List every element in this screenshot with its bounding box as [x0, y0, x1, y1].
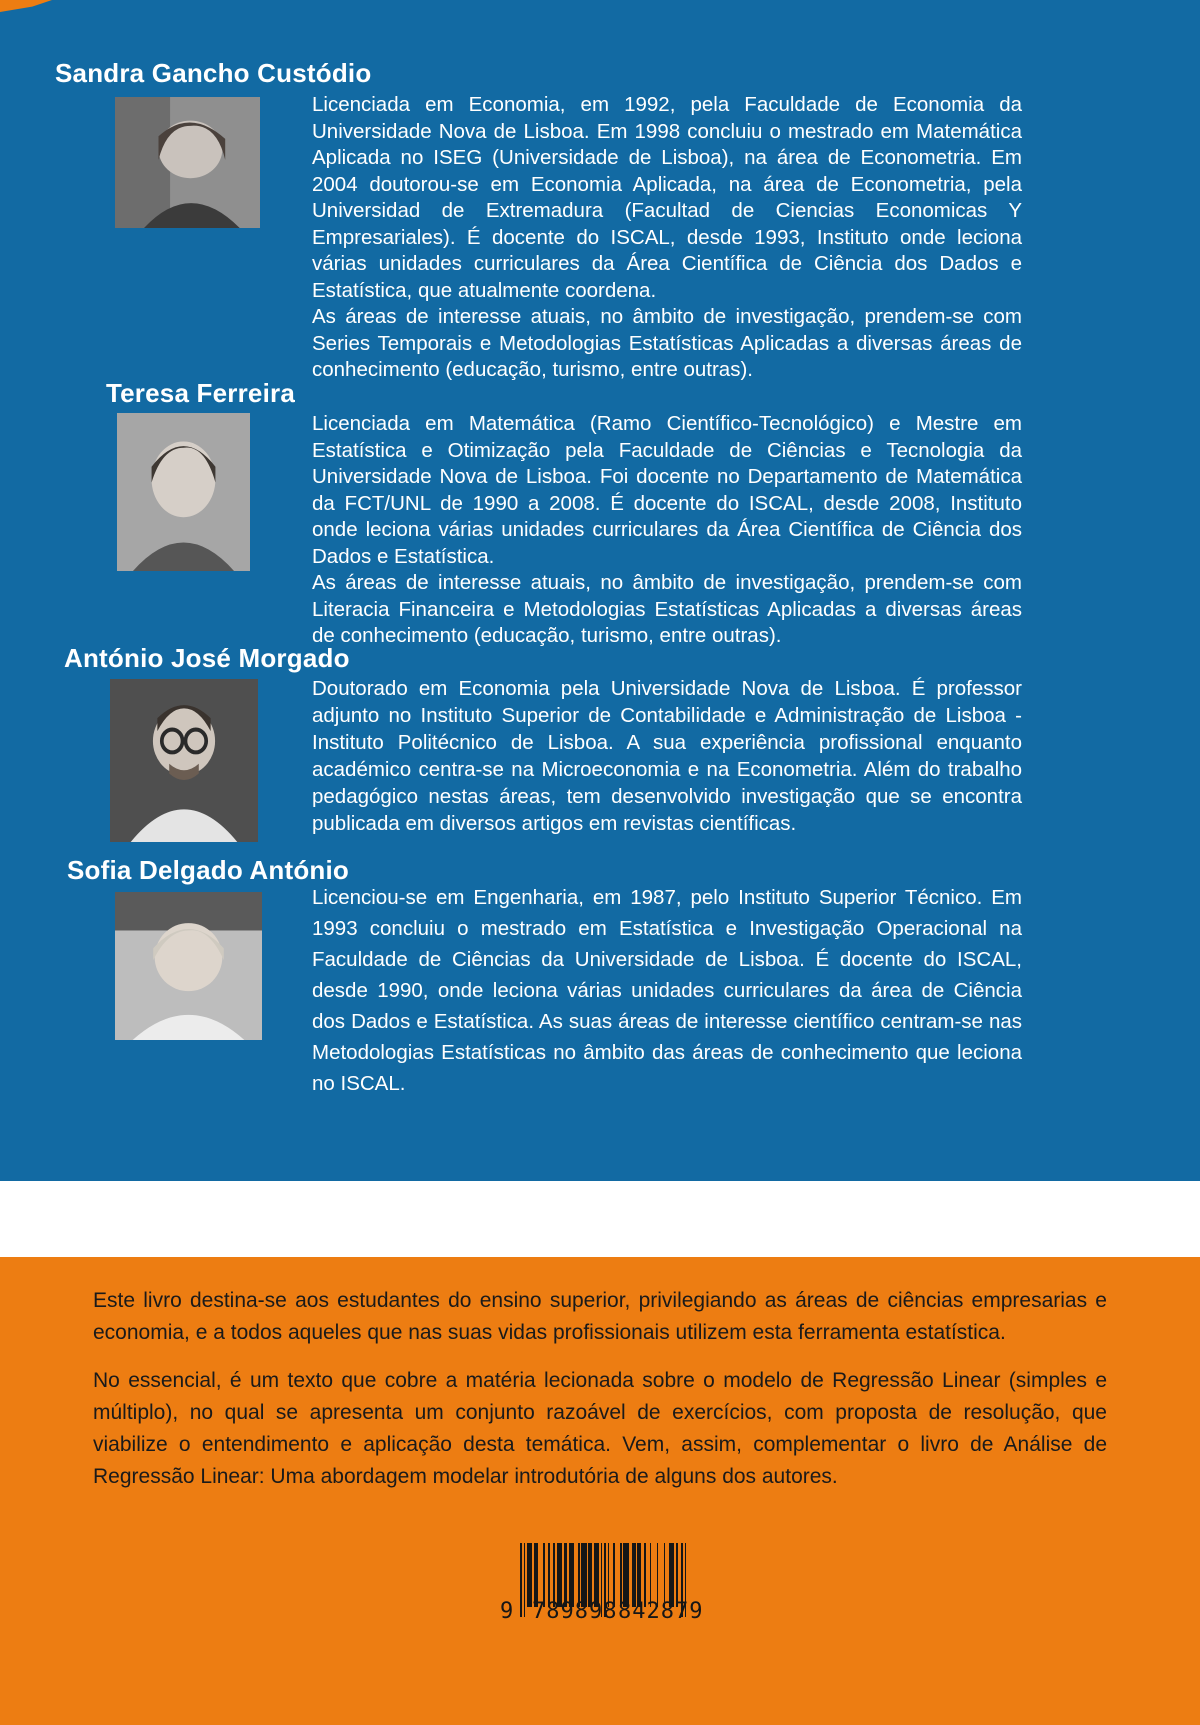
book-summary-section [0, 1257, 1200, 1725]
author-photo-antonio [110, 679, 258, 842]
bio-paragraph: Licenciou-se em Engenharia, em 1987, pelo Instituto Superior Técnico. Em 1993 concluiu o mestrado em Estatística e Investigação Operacional na Faculdade de Ciências da Universidade de Lisboa. É docente do ISCAL, desde 1990, onde leciona várias unidades curriculares da área de Ciência dos Dados e Estatística. As suas áreas de interesse científico centram-se nas Metodologias Estatísticas no âmbito das áreas de conhecimento que leciona no ISCAL. [312, 886, 1022, 1095]
bio-paragraph: As áreas de interesse atuais, no âmbito de investigação, prendem-se com Series Temporais e Metodologias Estatísticas Aplicadas a diversas áreas de conhecimento (educação, turismo, entre outras). [312, 305, 1022, 381]
isbn-digit-group: 789898 [532, 1599, 618, 1624]
isbn-digit-group: 842879 [618, 1599, 704, 1624]
author-photo-sofia [115, 892, 262, 1040]
isbn-digit-group: 9 [500, 1599, 515, 1624]
author-bio-teresa [312, 411, 1022, 650]
summary-paragraph: Este livro destina-se aos estudantes do ensino superior, privilegiando as áreas de ciências empresarias e economia, e a todos aqueles que nas suas vidas profissionais utilizem esta ferramenta estatística. [93, 1289, 1107, 1344]
summary-paragraph: No essencial, é um texto que cobre a matéria lecionada sobre o modelo de Regressão Linear (simples e múltiplo), no qual se apresenta um conjunto razoável de exercícios, com proposta de resolução, que viabilize o entendimento e aplicação desta temática. Vem, assim, complementar o livro de Análise de Regressão Linear: Uma abordagem modelar introdutória de alguns dos autores. [93, 1369, 1107, 1488]
author-name-teresa: Teresa Ferreira [106, 378, 295, 408]
divider-band [0, 1181, 1200, 1257]
author-name-sofia: Sofia Delgado António [67, 855, 349, 885]
author-photo-teresa [117, 413, 250, 571]
isbn-barcode [500, 1543, 704, 1643]
bio-paragraph: Doutorado em Economia pela Universidade Nova de Lisboa. É professor adjunto no Instituto Superior de Contabilidade e Administração de Lisboa - Instituto Politécnico de Lisboa. A sua experiência profissional enquanto académico centra-se na Microeconomia e na Econometria. Além do trabalho pedagógico nestas áreas, tem desenvolvido investigação que se encontra publicada em diversos artigos em revistas científicas. [312, 677, 1022, 835]
author-name-antonio: António José Morgado [64, 643, 350, 673]
bio-paragraph: As áreas de interesse atuais, no âmbito de investigação, prendem-se com Literacia Financeira e Metodologias Estatísticas Aplicadas a diversas áreas de conhecimento (educação, turismo, entre outras). [312, 571, 1022, 647]
bio-paragraph: Licenciada em Matemática (Ramo Científico-Tecnológico) e Mestre em Estatística e Otimização pela Faculdade de Ciências e Tecnologia da Universidade Nova de Lisboa. Foi docente no Departamento de Matemática da FCT/UNL de 1990 a 2008. É docente do ISCAL, desde 2008, Instituto onde leciona várias unidades curriculares da Área Científica de Ciência dos Dados e Estatística. [312, 412, 1022, 568]
author-bio-sofia [312, 882, 1022, 1099]
bio-paragraph: Licenciada em Economia, em 1992, pela Faculdade de Economia da Universidade Nova de Lisboa. Em 1998 concluiu o mestrado em Matemática Aplicada no ISEG (Universidade de Lisboa), na área de Econometria. Em 2004 doutorou-se em Economia Aplicada, na área de Econometria, pela Universidad de Extremadura (Facultad de Ciencias Economicas Y Empresariales). É docente do ISCAL, desde 1993, Instituto onde leciona várias unidades curriculares da Área Científica de Ciência dos Dados e Estatística, que atualmente coordena. [312, 93, 1022, 302]
author-photo-sandra [115, 97, 260, 228]
book-summary [93, 1285, 1107, 1509]
author-bio-antonio [312, 675, 1022, 837]
isbn-number [500, 1599, 710, 1629]
corner-fold-decoration [0, 0, 52, 12]
author-bio-sandra [312, 92, 1022, 384]
author-name-sandra: Sandra Gancho Custódio [55, 58, 372, 88]
